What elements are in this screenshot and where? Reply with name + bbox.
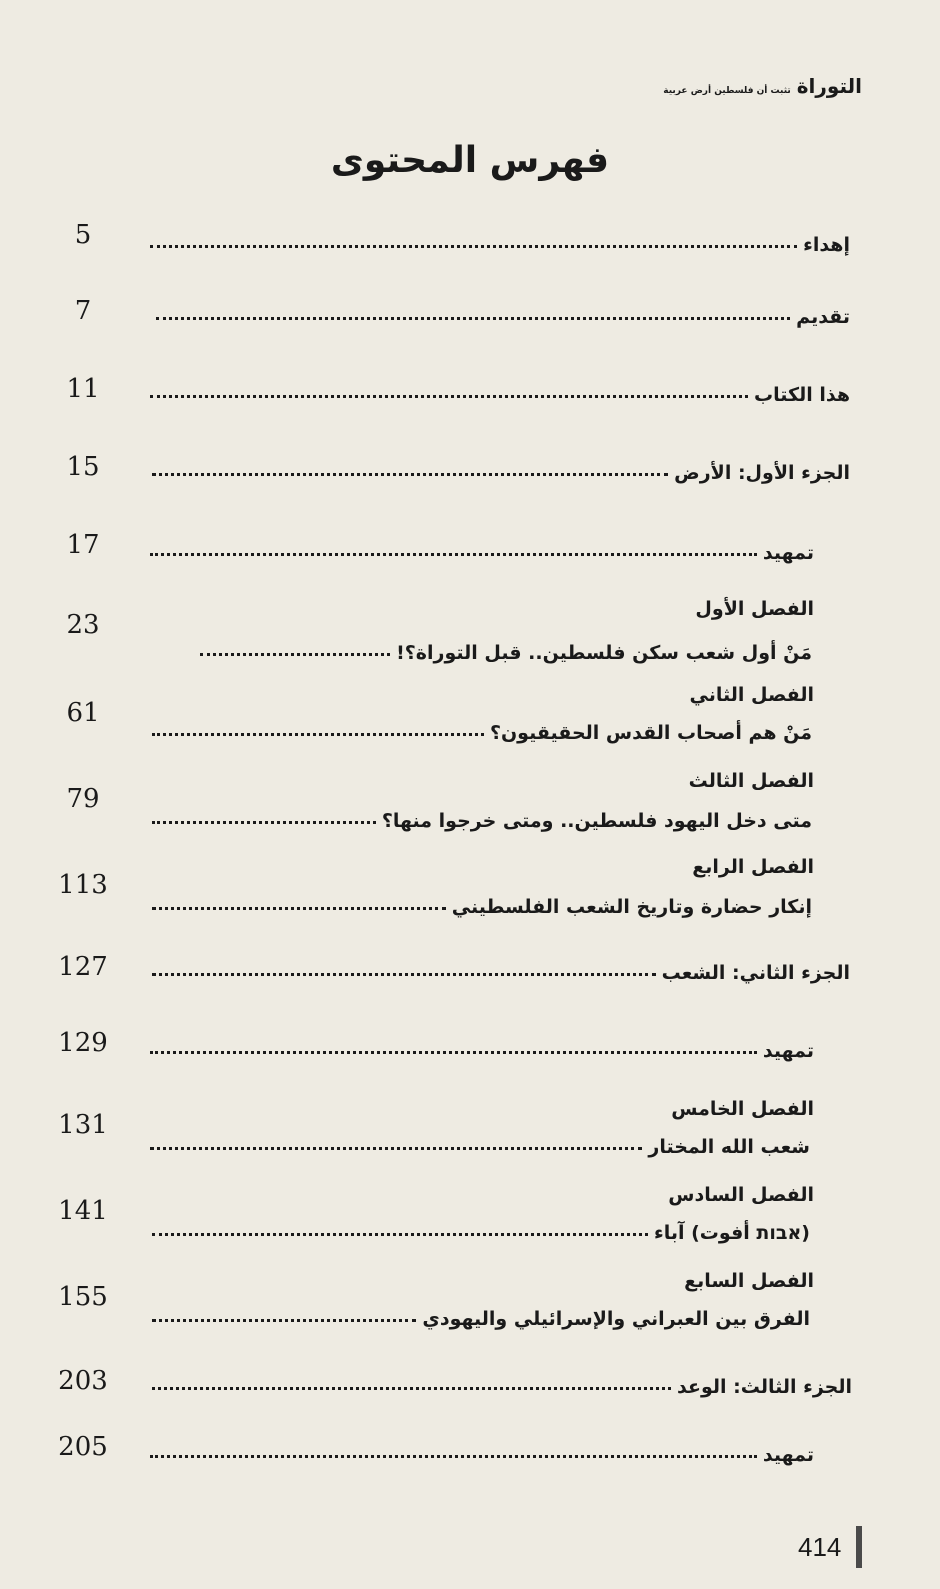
toc-entry-label: الفرق بين العبراني والإسرائيلي واليهودي [422, 1308, 810, 1330]
toc-entry-line [150, 1136, 810, 1158]
toc-entry-line [200, 642, 812, 664]
toc-page-number: 15 [66, 452, 100, 482]
toc-entry-label: تمهيد [762, 542, 814, 564]
toc-page-number: 205 [58, 1432, 108, 1462]
toc-entry-label: تمهيد [762, 1444, 814, 1466]
toc-page-number: 141 [58, 1196, 108, 1226]
toc-page-number: 79 [66, 784, 100, 814]
toc-entry-line [150, 1040, 814, 1062]
toc-page-number: 11 [66, 374, 100, 404]
toc-chapter-heading: الفصل الثالث [688, 770, 814, 792]
toc-page-number: 155 [58, 1282, 108, 1312]
toc-entry-label: تمهيد [762, 1040, 814, 1062]
footer-page-number: 414 [798, 1532, 842, 1562]
toc-page-number: 17 [66, 530, 100, 560]
leader-dots [152, 907, 446, 910]
leader-dots [152, 1319, 416, 1322]
toc-entry-line [152, 896, 812, 918]
toc-entry-line [152, 1222, 810, 1244]
toc-entry-line [152, 810, 812, 832]
toc-entry-line [156, 306, 850, 328]
toc-chapter-heading: الفصل الأول [695, 598, 814, 620]
toc-entry-line [152, 962, 850, 984]
toc-chapter-heading: الفصل الثاني [689, 684, 814, 706]
leader-dots [200, 653, 390, 656]
leader-dots [150, 1455, 757, 1458]
toc-page-number: 113 [58, 870, 108, 900]
toc-page-number: 7 [74, 296, 92, 326]
toc-page-number: 5 [74, 220, 92, 250]
toc-entry-label: هذا الكتاب [754, 384, 850, 406]
toc-entry-line [152, 1308, 810, 1330]
footer-bar [856, 1526, 862, 1568]
toc-page-number: 61 [66, 698, 100, 728]
toc-title: فهرس المحتوى [330, 140, 610, 181]
toc-page-number: 127 [58, 952, 108, 982]
toc-page-number: 129 [58, 1028, 108, 1058]
toc-page-number: 203 [58, 1366, 108, 1396]
toc-entry-line [150, 234, 850, 256]
leader-dots [152, 973, 656, 976]
toc-entry-line [150, 1444, 814, 1466]
toc-entry-line [152, 462, 850, 484]
toc-entry-label: الجزء الثالث: الوعد [677, 1376, 852, 1398]
leader-dots [150, 553, 757, 556]
toc-page-number: 23 [66, 610, 100, 640]
toc-chapter-heading: الفصل الرابع [692, 856, 814, 878]
toc-chapter-heading: الفصل الخامس [671, 1098, 814, 1120]
toc-entry-line [150, 384, 850, 406]
running-head [663, 74, 862, 98]
leader-dots [152, 821, 376, 824]
toc-entry-label: إهداء [803, 234, 850, 256]
leader-dots [150, 395, 748, 398]
toc-entry-label: مَنْ أول شعب سكن فلسطين.. قبل التوراة؟! [396, 642, 812, 664]
toc-chapter-heading: الفصل السابع [684, 1270, 814, 1292]
running-head-subtitle: تثبت أن فلسطين أرض عربية [663, 86, 791, 96]
toc-entry-label: تقديم [796, 306, 850, 328]
toc-entry-label: (אבות أفوت) آباء [654, 1222, 810, 1244]
toc-page-number: 131 [58, 1110, 108, 1140]
leader-dots [156, 317, 790, 320]
toc-entry-label: الجزء الثاني: الشعب [661, 962, 850, 984]
running-head-title: التوراة [796, 74, 862, 98]
toc-entry-label: إنكار حضارة وتاريخ الشعب الفلسطيني [451, 896, 812, 918]
toc-entry-line [150, 542, 814, 564]
toc-entry-label: مَنْ هم أصحاب القدس الحقيقيون؟ [489, 722, 812, 744]
leader-dots [152, 733, 484, 736]
toc-entry-label: شعب الله المختار [648, 1136, 810, 1158]
leader-dots [152, 473, 668, 476]
leader-dots [152, 1233, 648, 1236]
toc-entry-line [152, 722, 812, 744]
leader-dots [150, 245, 797, 248]
leader-dots [150, 1051, 757, 1054]
toc-entry-label: متى دخل اليهود فلسطين.. ومتى خرجوا منها؟ [381, 810, 812, 832]
toc-entry-label: الجزء الأول: الأرض [674, 462, 850, 484]
leader-dots [152, 1387, 671, 1390]
toc-chapter-heading: الفصل السادس [668, 1184, 814, 1206]
toc-entry-line [152, 1376, 852, 1398]
leader-dots [150, 1147, 642, 1150]
